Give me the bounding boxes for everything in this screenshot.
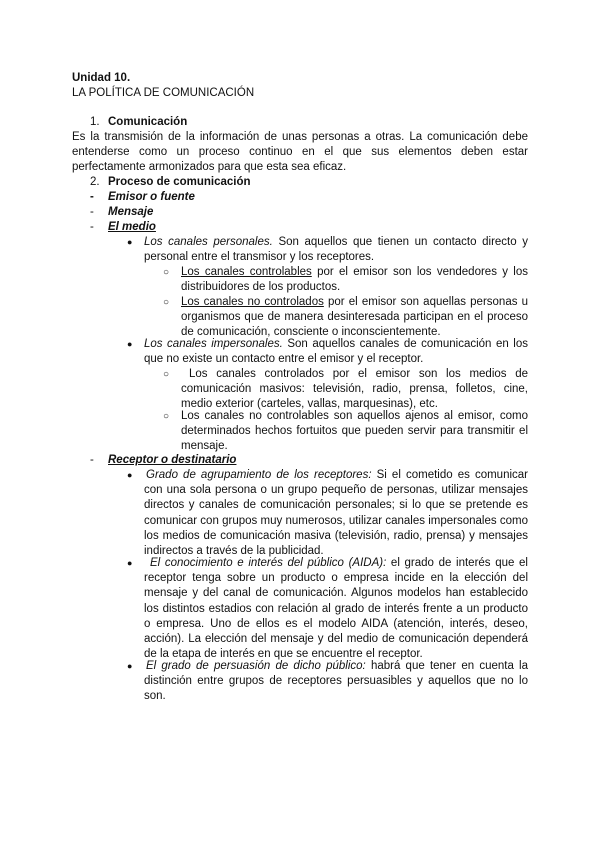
personales-text: Son aquellos que tienen un contacto directo y personal entre el transmisor y los receptores.: [144, 236, 528, 264]
section1-number: 1.: [90, 116, 100, 128]
bullet-icon: ●: [127, 339, 133, 349]
persuasion-text: habrá que tener en cuenta la distinción entre grupos de receptores persuasibles y aquellos que no lo son.: [144, 660, 528, 703]
personales-paragraph: [144, 235, 528, 265]
dash-medio: -: [90, 221, 94, 233]
agrupamiento-paragraph: [144, 468, 528, 559]
section2-title: Proceso de comunicación: [108, 176, 251, 188]
item-receptor: Receptor o destinatario: [108, 454, 237, 466]
no-controlables-paragraph: Los canales no controlables son aquellos ajenos al emisor, como determinados hechos fortuitos que pueden servir para transmitir el mensaje.: [181, 410, 528, 453]
impersonales-paragraph: [144, 337, 528, 367]
item-emisor: Emisor o fuente: [108, 191, 195, 203]
unit-title: Unidad 10.: [72, 72, 131, 84]
bullet-icon: ●: [127, 558, 133, 568]
circle-icon: ○: [163, 297, 170, 308]
agrupamiento-text: Si el cometido es comunicar con una sola persona o un grupo pequeño de personas, utilizar mensajes directos y canales de comunicación personales; si lo que se pretende es comunicar con grupos muy numerosos, utilizar canales impersonales como los medios de comunicación masiva (televisión, radio, prensa) y mensajes indirectos a través de la publicidad.: [144, 469, 528, 558]
circle-icon: ○: [163, 411, 170, 422]
section1-paragraph: Es la transmisión de la información de unas personas a otras. La comunicación debe entenderse como un proceso continuo en el que sus elementos deben estar perfectamente armonizados para que esta sea eficaz.: [72, 131, 528, 174]
impersonales-text: Son aquellos canales de comunicación en los que no existe un contacto entre el emisor y el receptor.: [144, 338, 528, 366]
bullet-icon: ●: [127, 237, 133, 247]
bullet-icon: ●: [127, 661, 133, 671]
circle-icon: ○: [163, 369, 170, 380]
no-controlados-paragraph: [181, 295, 528, 341]
section2-number: 2.: [90, 176, 100, 188]
dash-emisor: -: [90, 191, 94, 203]
no-controlados-term: Los canales no controlados: [181, 296, 324, 308]
controlables-paragraph: [181, 265, 528, 295]
agrupamiento-term: Grado de agrupamiento de los receptores:: [146, 469, 372, 481]
impersonales-term: Los canales impersonales.: [144, 338, 283, 350]
no-controlados-text: por el emisor son aquellas personas u organismos que de manera desinteresada participan en el proceso de comunicación, consciente o inconscientemente.: [181, 296, 529, 339]
section1-title: Comunicación: [108, 116, 188, 128]
aida-text: el grado de interés que el receptor tenga sobre un producto o empresa incide en la elección del mensaje y del canal de comunicación. Algunos modelos han establecido los distintos estadios con relación al grado de interés frente a un producto o empresa. Uno de ellos es el modelo AIDA (atención, interés, deseo, acción). La elección del mensaje y del medio de comunicación dependerá de la etapa de interés en que se encuentre el receptor.: [144, 557, 528, 661]
controlables-text: por el emisor son los vendedores y los distribuidores de los productos.: [181, 266, 528, 294]
aida-term: El conocimiento e interés del público (AIDA):: [150, 557, 387, 569]
circle-icon: ○: [163, 267, 170, 278]
dash-mensaje: -: [90, 206, 94, 218]
controlables-term: Los canales controlables: [181, 266, 312, 278]
aida-paragraph: [144, 556, 528, 662]
item-medio: El medio: [108, 221, 156, 233]
persuasion-term: El grado de persuasión de dicho público:: [146, 660, 366, 672]
personales-term: Los canales personales.: [144, 236, 273, 248]
controlados-paragraph: Los canales controlados por el emisor son los medios de comunicación masivos: televisión, radio, prensa, folletos, cine, medio exterior (carteles, vallas, marquesinas), etc.: [181, 368, 528, 411]
dash-receptor: -: [90, 454, 94, 466]
unit-subtitle: LA POLÍTICA DE COMUNICACIÓN: [72, 87, 255, 99]
item-mensaje: Mensaje: [108, 206, 154, 218]
bullet-icon: ●: [127, 470, 133, 480]
persuasion-paragraph: [144, 659, 528, 705]
